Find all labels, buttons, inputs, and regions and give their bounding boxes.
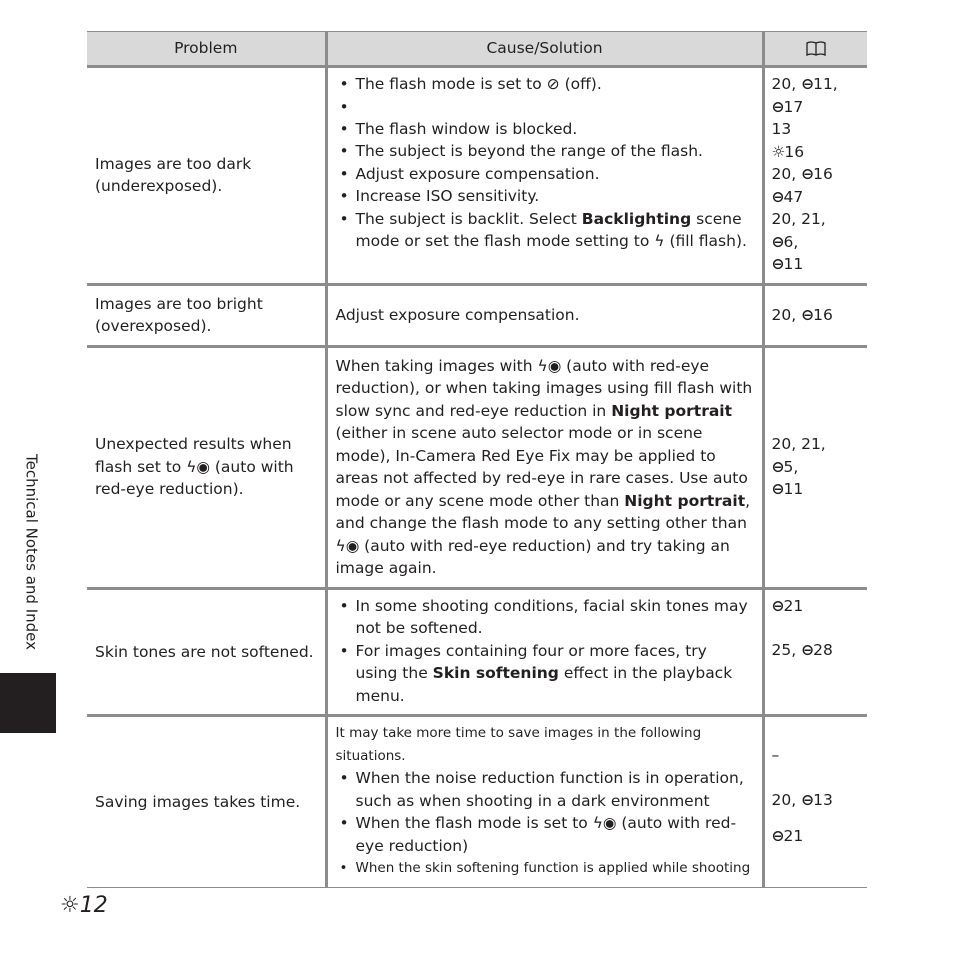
list-spacer [336,96,754,118]
reference-section-icon: ⊖ [771,187,784,206]
flash-red-eye-icon: ϟ◉ [186,457,210,476]
problem-cell: Saving images takes time. [87,716,326,888]
table-row [87,67,867,285]
flash-red-eye-icon: ϟ◉ [335,536,360,555]
list-item: • When the flash mode is set to ϟ◉ (auto with red-eye reduction) [336,812,754,857]
header-cause-solution: Cause/Solution [326,32,763,67]
list-item: • The subject is beyond the range of the flash. [336,140,754,163]
reference-cell: 20, ⊖16 [763,284,867,346]
flash-red-eye-icon: ϟ◉ [537,356,562,375]
cause-cell: When taking images with ϟ◉ (auto with red-eye reduction), or when taking images using fill flash with slow sync and red-eye reduction in Night portrait (either in scene auto selector mode or in scene mode), In-Camera Red Eye Fix may be applied to areas not affected by red-eye in rare cases. Use auto mode or any scene mode other than Night portrait, and change the flash mode to any setting other than ϟ◉ (auto with red-eye reduction) and try taking an image again. [326,346,763,588]
reference-section-icon: ⊖ [801,305,814,324]
table-row [87,716,867,888]
table-row [87,346,867,588]
tips-icon: ☼ [771,142,785,161]
reference-section-icon: ⊖ [771,255,784,273]
reference-section-icon: ⊖ [771,232,784,251]
reference-cell: ⊖21 25, ⊖28 [763,588,867,716]
cause-intro: It may take more time to save images in the following situations. [335,725,702,764]
reference-section-icon: ⊖ [801,165,814,183]
problem-cell: Skin tones are not softened. [87,588,326,716]
table-row [87,588,867,716]
list-item: • The flash window is blocked. [336,118,754,141]
problem-cell: Images are too bright (overexposed). [87,284,326,346]
sidebar-label-text: Technical Notes and Index [22,453,41,651]
header-problem: Problem [87,32,326,67]
list-item: • For images containing four or more faces, try using the Skin softening effect in the playback menu. [336,640,754,708]
reference-section-icon: ⊖ [771,457,784,476]
list-item: • When the skin softening function is applied while shooting [336,857,754,880]
fill-flash-icon: ϟ [654,232,665,250]
list-item: • Adjust exposure compensation. [336,163,754,186]
tips-icon: ☼ [60,893,80,918]
reference-cell: 20, ⊖11, ⊖17 13 ☼16 20, ⊖16 ⊖47 20, 21, ⊖6, ⊖11 [763,67,867,285]
cause-cell [326,588,763,716]
table-row [87,284,867,346]
list-item: • When the noise reduction function is in operation, such as when shooting in a dark environment [336,767,754,812]
table-header-row [87,32,867,67]
list-item: • Increase ISO sensitivity. [336,185,754,208]
list-item: • The flash mode is set to ⊘ (off). [336,73,754,96]
list-item: • The subject is backlit. Select Backlighting scene mode or set the flash mode setting to ϟ (fill flash). [336,208,754,253]
flash-off-icon: ⊘ [546,75,560,93]
page-number: ☼12 [60,893,108,918]
header-reference [763,32,867,67]
problem-cell: Unexpected results when flash set to ϟ◉ (auto with red-eye reduction). [87,346,326,588]
flash-red-eye-icon: ϟ◉ [592,814,617,832]
reference-section-icon: ⊖ [771,827,784,845]
book-icon [806,41,826,56]
cause-cell [326,716,763,888]
reference-section-icon: ⊖ [771,480,784,499]
reference-section-icon: ⊖ [771,596,784,615]
reference-section-icon: ⊖ [801,75,814,93]
reference-cell: 20, 21, ⊖5, ⊖11 [763,346,867,588]
reference-section-icon: ⊖ [771,97,784,116]
troubleshooting-table [87,31,867,888]
sidebar-section-label [4,445,56,660]
list-item: • In some shooting conditions, facial skin tones may not be softened. [336,595,754,640]
cause-cell [326,67,763,285]
problem-cell: Images are too dark (underexposed). [87,67,326,285]
reference-section-icon: ⊖ [801,790,814,809]
reference-cell: – 20, ⊖13 ⊖21 [763,716,867,888]
cause-cell: Adjust exposure compensation. [326,284,763,346]
reference-section-icon: ⊖ [801,641,814,659]
sidebar-section-tab [0,673,56,733]
